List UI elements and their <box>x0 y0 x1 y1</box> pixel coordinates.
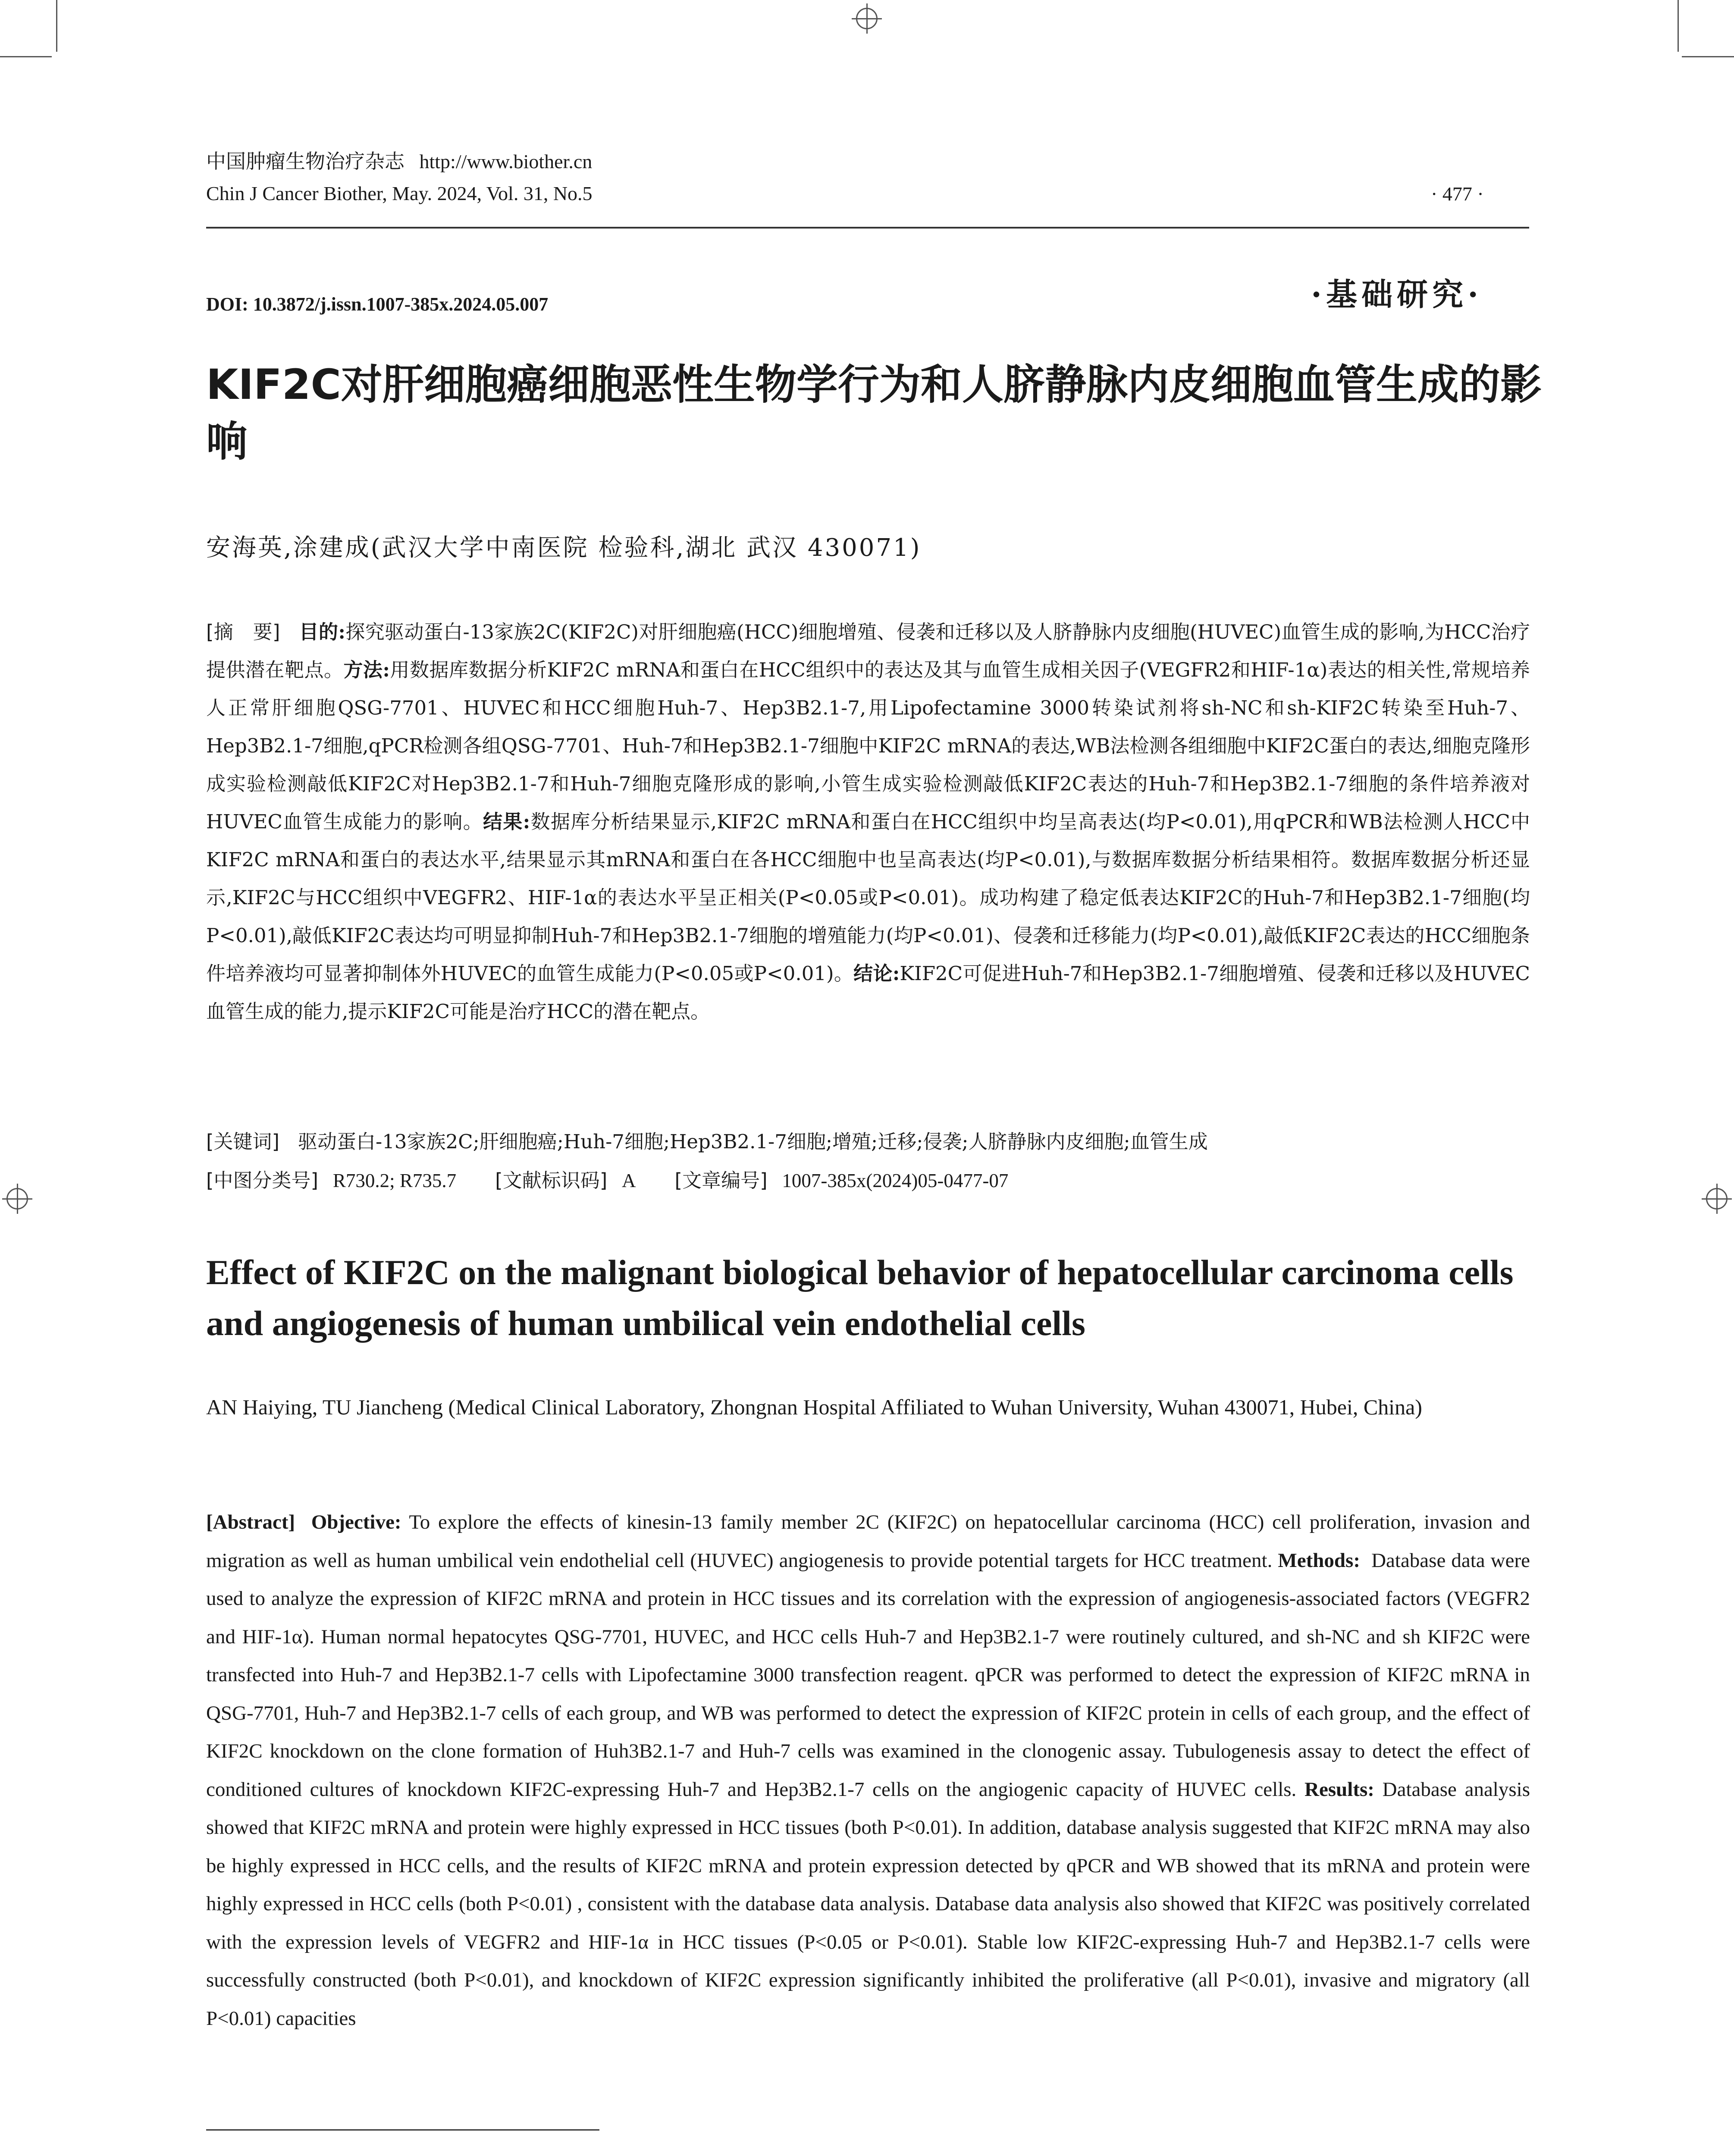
results-en: Database analysis showed that KIF2C mRNA and protein were highly expressed in HCC tissues (both P<0.01). In addition, database analysis suggested that KIF2C mRNA may also be highly expressed in HCC cells, and the results of KIF2C mRNA and protein expression detected by qPCR and WB showed that its mRNA and protein were highly expressed in HCC cells (both P<0.01) , consistent with the database data analysis. Database data analysis also showed that KIF2C was positively correlated with the expression levels of VEGFR2 and HIF-1α in HCC tissues (P<0.05 or P<0.01). Stable low KIF2C-expressing Huh-7 and Hep3B2.1-7 cells were successfully constructed (both P<0.01), and knockdown of KIF2C expression significantly inhibited the proliferative (all P<0.01), invasive and migratory (all P<0.01) capacities <box>206 1778 1530 2030</box>
crop-mark <box>56 0 57 52</box>
keywords-label: [关键词] <box>206 1130 280 1153</box>
crop-mark <box>1678 0 1679 52</box>
registration-mark <box>1702 1184 1732 1214</box>
page-number: · 477 · <box>1431 183 1484 205</box>
results-cn: 数据库分析结果显示,KIF2C mRNA和蛋白在HCC组织中均呈高表达(均P<0.01),用qPCR和WB法检测人HCC中KIF2C mRNA和蛋白的表达水平,结果显示其mRNA和蛋白在各HCC细胞中也呈高表达(均P<0.01),与数据库数据分析结果相符。数据库数据分析还显示,KIF2C与HCC组织中VEGFR2、HIF-1α的表达水平呈正相关(P<0.05或P<0.01)。成功构建了稳定低表达KIF2C的Huh-7和Hep3B2.1-7细胞(均P<0.01),敲低KIF2C表达均可明显抑制Huh-7和Hep3B2.1-7细胞的增殖能力(均P<0.01)、侵袭和迁移能力(均P<0.01),敲低KIF2C表达的HCC细胞条件培养液均可显著抑制体外HUVEC的血管生成能力(P<0.05或P<0.01)。 <box>206 810 1530 985</box>
footnote-funding <box>206 2152 1543 2156</box>
methods-label-en: Methods: <box>1278 1549 1360 1572</box>
section-tag: ·基础研究· <box>1311 276 1483 313</box>
authors-cn: 安海英,涂建成(武汉大学中南医院 检验科,湖北 武汉 430071) <box>206 534 922 562</box>
doc-code-value: A <box>622 1170 636 1191</box>
journal-url: http://www.biother.cn <box>419 150 593 172</box>
doi: DOI: 10.3872/j.issn.1007-385x.2024.05.007 <box>206 294 549 315</box>
journal-name-cn: 中国肿瘤生物治疗杂志 <box>206 150 404 173</box>
article-title-cn: KIF2C对肝细胞癌细胞恶性生物学行为和人脐静脉内皮细胞血管生成的影响 <box>206 360 1542 466</box>
clc-label: [中图分类号] <box>206 1169 319 1192</box>
footnote-rule <box>206 2129 599 2131</box>
results-label-cn: 结果: <box>483 810 530 833</box>
objective-en: To explore the effects of kinesin-13 family member 2C (KIF2C) on hepatocellular carcinoma (HCC) cell proliferation, invasion and migration as well as human umbilical vein endothelial cell (HUVEC) angiogenesis to provide potential targets for HCC treatment. <box>206 1511 1530 1572</box>
doc-code-label: [文献标识码] <box>495 1169 608 1192</box>
objective-cn: 探究驱动蛋白-13家族2C(KIF2C)对肝细胞癌(HCC)细胞增殖、侵袭和迁移以及人脐静脉内皮细胞(HUVEC)血管生成的影响,为HCC治疗提供潜在靶点。 <box>206 620 1530 681</box>
abstract-cn-label: [摘 要] <box>206 620 280 643</box>
objective-label-en: Objective: <box>311 1511 401 1533</box>
abstract-cn <box>206 613 1530 1031</box>
article-no-value: 1007-385x(2024)05-0477-07 <box>782 1170 1009 1191</box>
article-no-label: [文章编号] <box>674 1169 768 1192</box>
abstract-en-label: [Abstract] <box>206 1511 295 1533</box>
header-rule <box>206 227 1529 229</box>
registration-mark <box>2 1184 32 1214</box>
objective-label-cn: 目的: <box>299 620 345 643</box>
conclusion-label-cn: 结论: <box>853 962 900 985</box>
authors-en: AN Haiying, TU Jiancheng (Medical Clinical Laboratory, Zhongnan Hospital Affiliated to Wuhan University, Wuhan 430071, Hubei, China) <box>206 1395 1422 1419</box>
methods-en: Database data were used to analyze the expression of KIF2C mRNA and protein in HCC tissues and its correlation with the expression of angiogenesis-associated factors (VEGFR2 and HIF-1α). Human normal hepatocytes QSG-7701, HUVEC, and HCC cells Huh-7 and Hep3B2.1-7 were routinely cultured, and sh-NC and sh KIF2C were transfected into Huh-7 and Hep3B2.1-7 cells with Lipofectamine 3000 transfection reagent. qPCR was performed to detect the expression of KIF2C mRNA in QSG-7701, Huh-7 and Hep3B2.1-7 cells of each group, and WB was performed to detect the expression of KIF2C protein in cells of each group, and the effect of KIF2C knockdown on the clone formation of Huh3B2.1-7 and Huh-7 cells was examined in the clonogenic assay. Tubulogenesis assay to detect the effect of conditioned cultures of knockdown KIF2C-expressing Huh-7 and Hep3B2.1-7 cells on the angiogenic capacity of HUVEC cells. <box>206 1549 1530 1801</box>
methods-label-cn: 方法: <box>343 658 390 681</box>
footnote-label <box>206 2152 331 2156</box>
keywords-cn <box>206 1125 1530 1159</box>
conclusion-cn: KIF2C可促进Huh-7和Hep3B2.1-7细胞增殖、侵袭和迁移以及HUVEC血管生成的能力,提示KIF2C可能是治疗HCC的潜在靶点。 <box>206 962 1530 1023</box>
classification-line <box>206 1163 1530 1198</box>
crop-mark <box>0 56 52 57</box>
abstract-en <box>206 1503 1530 2037</box>
journal-name-en: Chin J Cancer Biother, May. 2024, Vol. 31, No.5 <box>206 182 593 204</box>
methods-cn: 用数据库数据分析KIF2C mRNA和蛋白在HCC组织中的表达及其与血管生成相关因子(VEGFR2和HIF-1α)表达的相关性,常规培养人正常肝细胞QSG-7701、HUVEC和HCC细胞Huh-7、Hep3B2.1-7,用Lipofectamine 3000转染试剂将sh-NC和sh-KIF2C转染至Huh-7、Hep3B2.1-7细胞,qPCR检测各组QSG-7701、Huh-7和Hep3B2.1-7细胞中KIF2C mRNA的表达,WB法检测各组细胞中KIF2C蛋白的表达,细胞克隆形成实验检测敲低KIF2C对Hep3B2.1-7和Huh-7细胞克隆形成的影响,小管生成实验检测敲低KIF2C表达的Huh-7和Hep3B2.1-7细胞的条件培养液对HUVEC血管生成能力的影响。 <box>206 658 1530 833</box>
footnotes <box>206 2152 1543 2156</box>
crop-mark <box>1682 56 1734 57</box>
journal-header <box>206 147 593 207</box>
registration-mark <box>852 3 882 34</box>
article-title-en: Effect of KIF2C on the malignant biological behavior of hepatocellular carcinoma cells and angiogenesis of human umbilical vein endothelial cells <box>206 1253 1514 1343</box>
clc-value: R730.2; R735.7 <box>332 1170 457 1191</box>
keywords-text: 驱动蛋白-13家族2C;肝细胞癌;Huh-7细胞;Hep3B2.1-7细胞;增殖;迁移;侵袭;人脐静脉内皮细胞;血管生成 <box>298 1130 1208 1153</box>
results-label-en: Results: <box>1304 1778 1374 1801</box>
